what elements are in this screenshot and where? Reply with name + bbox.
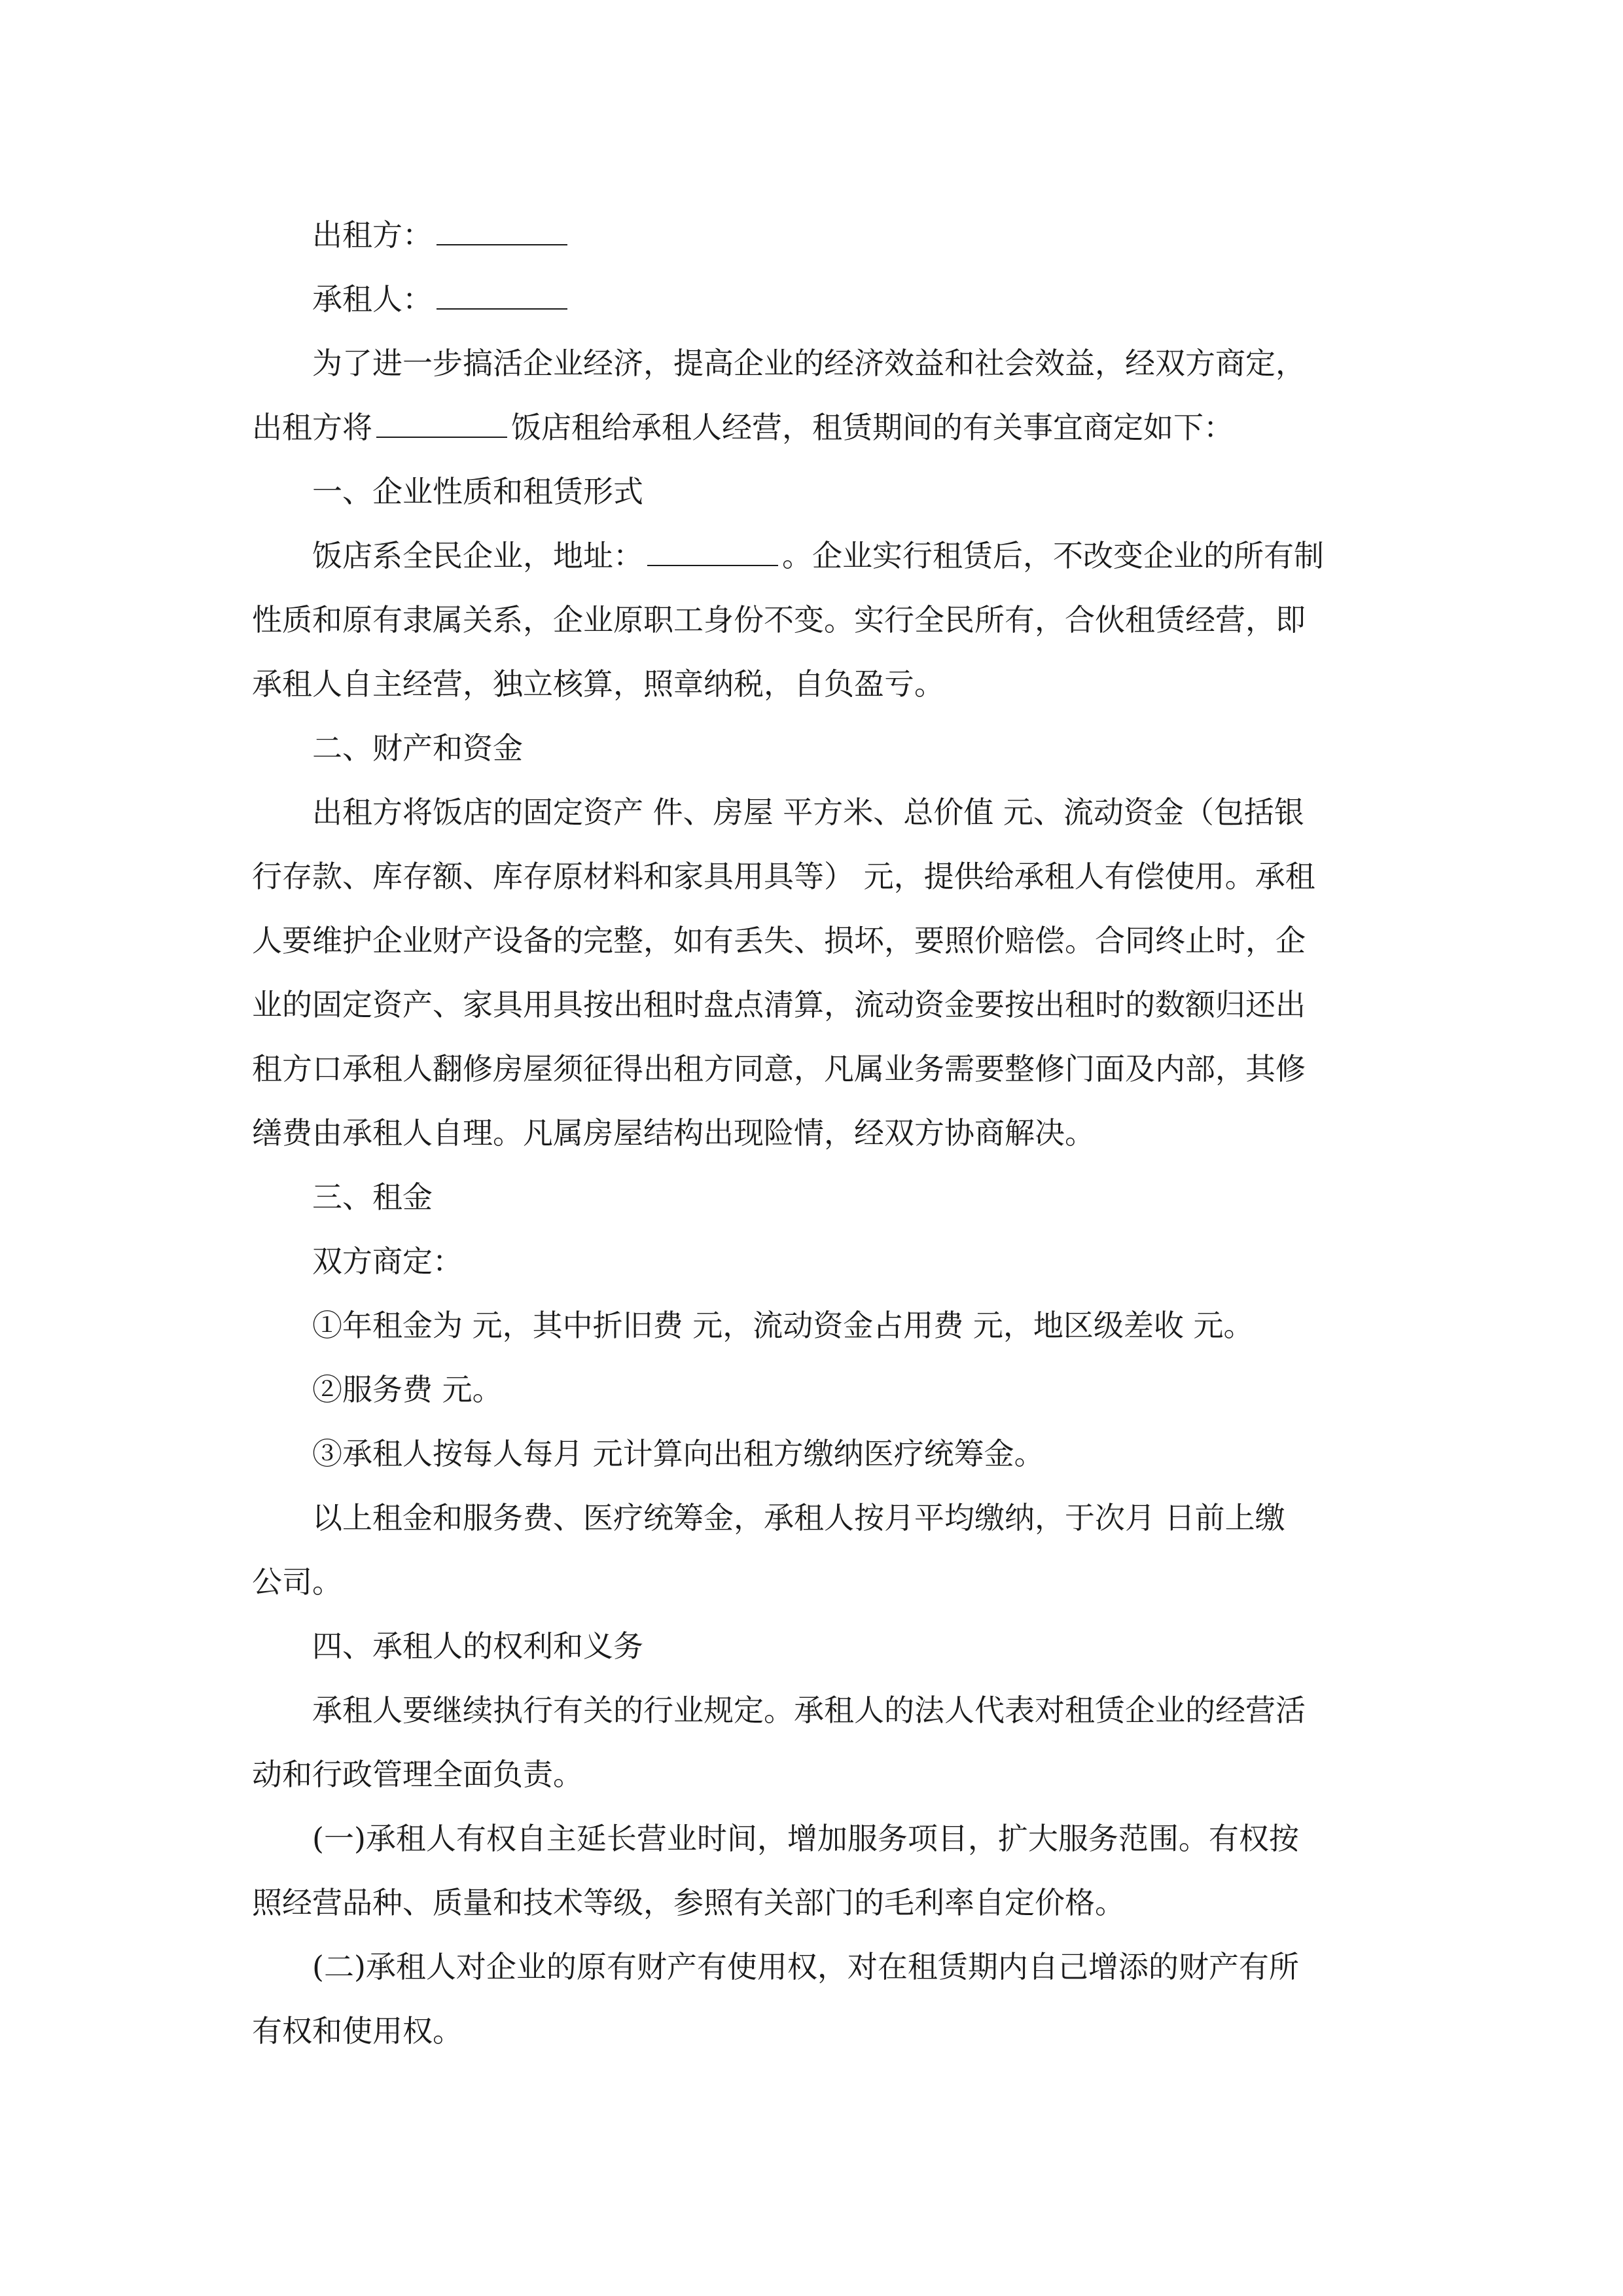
section4-item-2-line-2: 有权和使用权。	[252, 2013, 463, 2049]
section3-note-line-1: 以上租金和服务费、医疗统筹金，承租人按月平均缴纳，于次月 日前上缴	[312, 1500, 1285, 1535]
address-blank	[647, 540, 778, 566]
section4-heading: 四、承租人的权利和义务	[312, 1628, 643, 1664]
section4-intro-line-1: 承租人要继续执行有关的行业规定。承租人的法人代表对租赁企业的经营活	[312, 1693, 1306, 1728]
section4-item-1-line-1: (一)承租人有权自主延长营业时间，增加服务项目，扩大服务范围。有权按	[312, 1821, 1299, 1856]
section2-line-6: 缮费由承租人自理。凡属房屋结构出现险情，经双方协商解决。	[252, 1115, 1095, 1151]
section3-item-2: ②服务费 元。	[312, 1372, 503, 1407]
section1-heading: 一、企业性质和租赁形式	[312, 474, 643, 509]
section2-line-2: 行存款、库存额、库存原材料和家具用具等） 元，提供给承租人有偿使用。承租	[252, 859, 1315, 894]
lessee-line	[252, 267, 1384, 331]
section2-line-1: 出租方将饭店的固定资产 件、房屋 平方米、总价值 元、流动资金（包括银	[312, 795, 1304, 830]
section1-line-1-part-2: 。企业实行租赁后，不改变企业的所有制	[782, 538, 1324, 573]
contract-page	[252, 203, 1384, 2063]
lessor-label: 出租方：	[312, 217, 433, 253]
section3-item-1: ①年租金为 元，其中折旧费 元，流动资金占用费 元，地区级差收 元。	[312, 1308, 1254, 1343]
section3-item-3: ③承租人按每人每月 元计算向出租方缴纳医疗统筹金。	[312, 1436, 1044, 1471]
preamble-line-2	[252, 395, 1384, 459]
lessee-blank	[437, 283, 567, 310]
preamble-line-2-part-2: 饭店租给承租人经营，租赁期间的有关事宜商定如下：	[511, 410, 1234, 445]
hotel-name-blank	[376, 412, 507, 438]
preamble-line-2-part-1: 出租方将	[252, 410, 372, 445]
section3-note-line-2: 公司。	[252, 1564, 342, 1600]
section4-item-1-line-2: 照经营品种、质量和技术等级，参照有关部门的毛利率自定价格。	[252, 1885, 1125, 1920]
section2-line-5: 租方口承租人翻修房屋须征得出租方同意，凡属业务需要整修门面及内部，其修	[252, 1051, 1306, 1086]
section1-line-3: 承租人自主经营，独立核算，照章纳税，自负盈亏。	[252, 666, 944, 702]
section4-intro-line-2: 动和行政管理全面负责。	[252, 1757, 583, 1792]
section4-item-2-line-1: (二)承租人对企业的原有财产有使用权，对在租赁期内自己增添的财产有所	[312, 1949, 1299, 1984]
section2-heading: 二、财产和资金	[312, 730, 523, 766]
section1-line-1-part-1: 饭店系全民企业，地址：	[312, 538, 643, 573]
section1-line-1	[252, 524, 1384, 588]
section3-intro: 双方商定：	[312, 1244, 463, 1279]
section1-line-2: 性质和原有隶属关系，企业原职工身份不变。实行全民所有，合伙租赁经营，即	[252, 602, 1306, 637]
preamble-line-1: 为了进一步搞活企业经济，提高企业的经济效益和社会效益，经双方商定，	[312, 346, 1306, 381]
section2-line-3: 人要维护企业财产设备的完整，如有丢失、损坏，要照价赔偿。合同终止时，企	[252, 923, 1306, 958]
lessor-line	[252, 203, 1384, 267]
lessee-label: 承租人：	[312, 281, 433, 317]
lessor-blank	[437, 219, 567, 245]
section3-heading: 三、租金	[312, 1179, 433, 1215]
section2-line-4: 业的固定资产、家具用具按出租时盘点清算，流动资金要按出租时的数额归还出	[252, 987, 1306, 1022]
